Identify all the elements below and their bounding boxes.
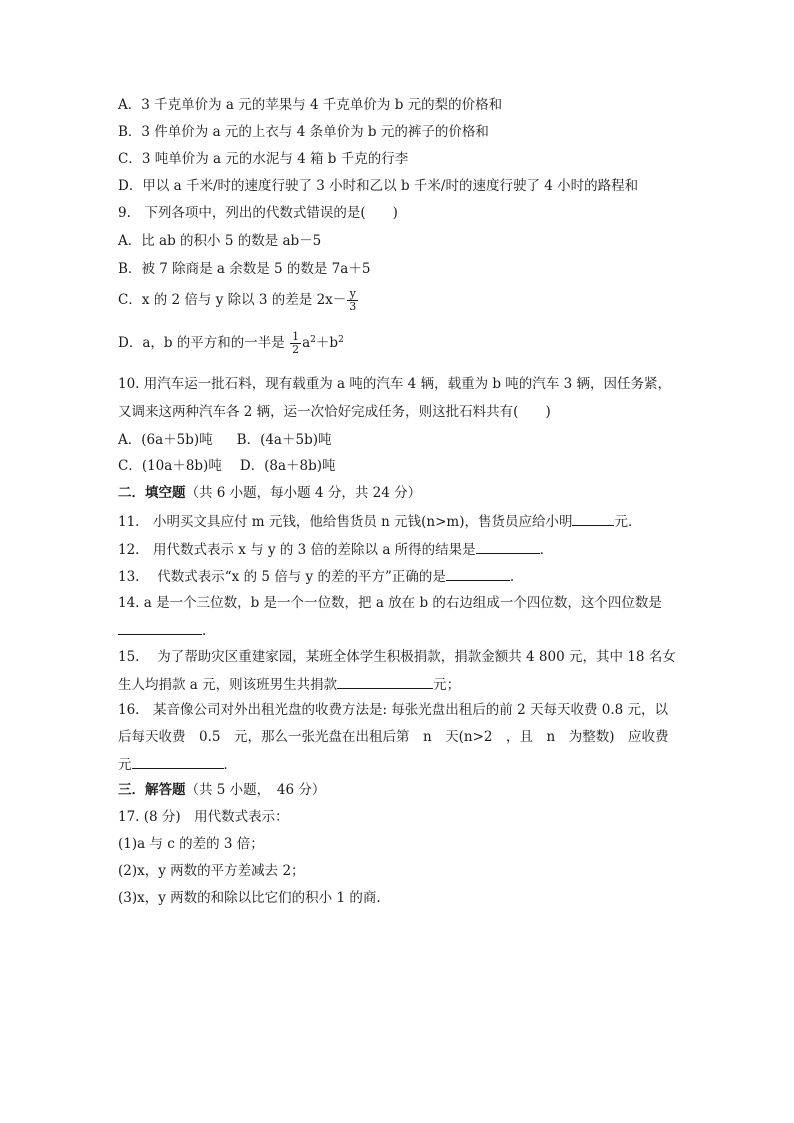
q12-text: 12. 用代数式表示 x 与 y 的 3 倍的差除以 a 所得的结果是 (118, 542, 476, 558)
q13-after: . (509, 569, 515, 585)
q14-text: 14. a 是一个三位数，b 是一个一位数，把 a 放在 b 的右边组成一个四位数，这个四位数是 (118, 595, 662, 611)
q17-part2: (2)x，y 两数的平方差减去 2； (118, 863, 305, 879)
q8-option-b: B．3 件单价为 a 元的上衣与 4 条单价为 b 元的裤子的价格和 (118, 124, 489, 140)
q9-option-d-fraction (290, 331, 301, 356)
q14-after: . (202, 623, 207, 639)
q12 (118, 539, 553, 559)
q16-answer-blank[interactable] (132, 754, 224, 769)
q16-after: ． (223, 757, 237, 773)
fraction-numerator: y (347, 288, 358, 301)
q10-options-row1 (118, 431, 331, 449)
q11-answer-blank[interactable] (572, 511, 614, 526)
q16-line1: 16. 某音像公司对外出租光盘的收费方法是: 每张光盘出租后的前 2 天每天收费 0.8 元，以 (118, 702, 669, 718)
q13-text: 13. 代数式表示“x 的 5 倍与 y 的差的平方”正确的是 (118, 569, 446, 585)
q11 (118, 511, 641, 531)
q16-line3 (118, 754, 237, 774)
q17-part3: (3)x，y 两数的和除以比它们的积小 1 的商. (118, 890, 381, 906)
q8-option-c: C．3 吨单价为 a 元的水泥与 4 箱 b 千克的行李 (118, 151, 409, 167)
q9-option-d-text: D．a，b 的平方和的一半是 (118, 335, 290, 351)
fraction-denominator: 2 (292, 343, 300, 356)
q9-option-a: A．比 ab 的积小 5 的数是 ab－5 (118, 233, 322, 249)
q15-line2 (118, 674, 460, 694)
q14-answer-line (118, 620, 206, 640)
section-3-title: 三．解答题 (118, 782, 186, 798)
q16-line2: 后每天收费 0.5 元，那么一张光盘在出租后第 n 天(n>2 ，且 n 为整数) 应收费 (118, 729, 669, 745)
q10-option-d: D．(8a＋8b)吨 (239, 458, 336, 474)
q9-stem: 9. 下列各项中，列出的代数式错误的是( ) (118, 205, 398, 221)
section-2-note: （共 6 小题，每小题 4 分，共 24 分） (185, 485, 422, 501)
q15-answer-blank[interactable] (337, 674, 433, 689)
q14-answer-blank[interactable] (118, 620, 202, 635)
q9-option-c (118, 288, 359, 313)
q9-option-c-text: C．x 的 2 倍与 y 除以 3 的差是 2x－ (118, 292, 347, 308)
q13-answer-blank[interactable] (446, 566, 510, 581)
q15-line1: 15. 为了帮助灾区重建家园，某班全体学生积极捐款，捐款金额共 4 800 元，其中 18 名女 (118, 649, 676, 665)
q15-after: 元； (433, 677, 461, 693)
q10-option-b: B．(4a＋5b)吨 (236, 432, 332, 448)
q15-text: 生人均捐款 a 元，则该班男生共捐款 (118, 677, 338, 693)
q11-text: 11. 小明买文具应付 m 元钱，他给售货员 n 元钱(n>m)，售货员应给小明 (118, 514, 573, 530)
q9-option-d-var-a: a (302, 335, 311, 351)
q10-stem-line2: 又调来这两种汽车各 2 辆，运一次恰好完成任务，则这批石料共有( ) (118, 404, 551, 420)
q9-option-b: B．被 7 除商是 a 余数是 5 的数是 7a＋5 (118, 261, 371, 277)
q8-option-a: A．3 千克单价为 a 元的苹果与 4 千克单价为 b 元的梨的价格和 (118, 97, 503, 113)
q10-option-a: A．(6a＋5b)吨 (118, 432, 213, 448)
section-3-note: （共 5 小题， 46 分） (185, 782, 326, 798)
q17-stem: 17. (8 分) 用代数式表示： (118, 809, 289, 825)
superscript: 2 (310, 335, 316, 345)
superscript: 2 (338, 335, 344, 345)
fraction-numerator: 1 (292, 330, 300, 343)
q16-prefix: 元 (118, 757, 132, 773)
q13 (118, 566, 514, 586)
fraction-denominator: 3 (349, 300, 357, 313)
q10-option-c: C．(10a＋8b)吨 (118, 458, 222, 474)
q8-option-d: D．甲以 a 千米/时的速度行驶了 3 小时和乙以 b 千米/时的速度行驶了 4 小时的路程和 (118, 178, 639, 194)
section-2-title: 二．填空题 (118, 485, 186, 501)
q17-part1: (1)a 与 c 的差的 3 倍； (118, 836, 264, 852)
q9-option-c-fraction (347, 288, 358, 313)
q11-after: 元． (614, 514, 642, 530)
section-2-heading (118, 484, 421, 502)
q10-options-row2 (118, 457, 336, 475)
q12-after: ． (539, 542, 554, 558)
q9-option-d-mid: ＋b (315, 335, 339, 351)
q12-answer-blank[interactable] (476, 539, 540, 554)
q9-option-d (118, 331, 344, 356)
q10-stem-line1: 10. 用汽车运一批石料，现有载重为 a 吨的汽车 4 辆，载重为 b 吨的汽车 3 辆，因任务紧， (118, 376, 671, 392)
section-3-heading (118, 781, 325, 799)
